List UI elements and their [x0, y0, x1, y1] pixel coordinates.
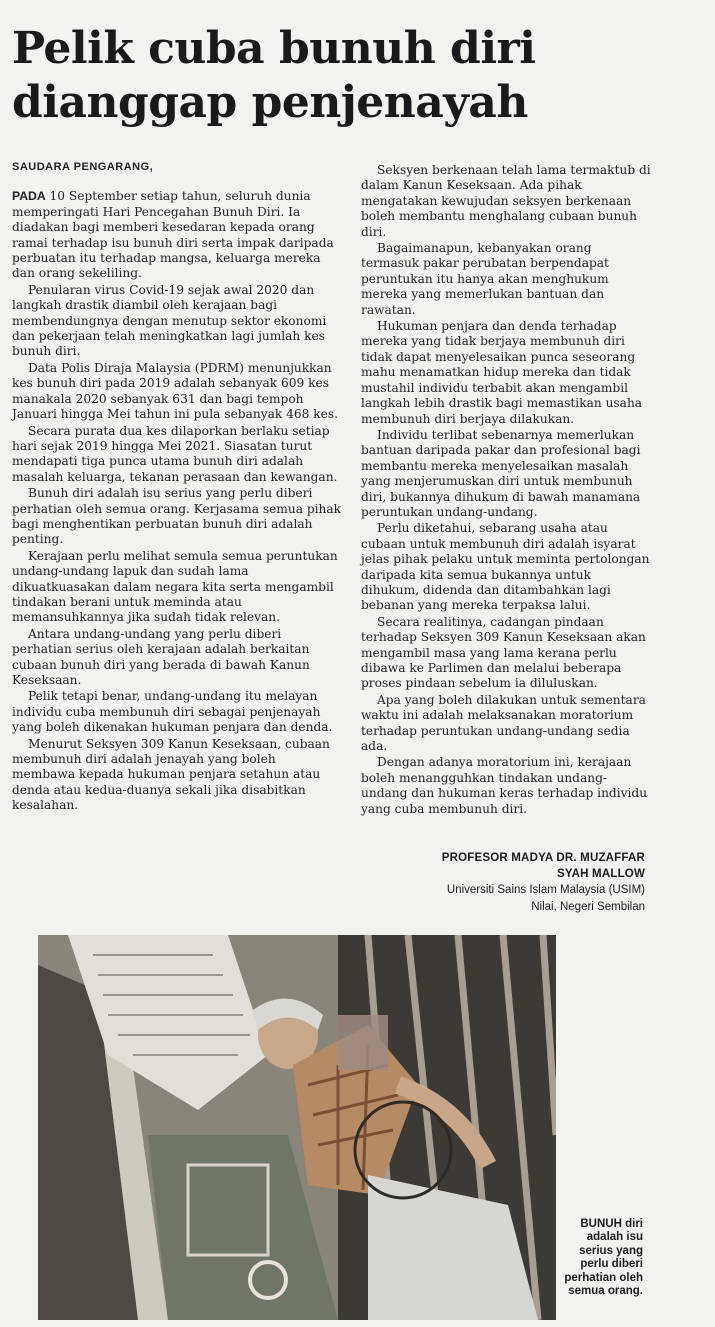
body-paragraph: Antara undang-undang yang perlu diberi perhatian serius oleh kerajaan adalah berkaitan cubaan bunuh diri yang berada di bawah Kanun Keseksaan.	[12, 626, 310, 687]
author-name-line-2: SYAH MALLOW	[556, 868, 645, 880]
body-paragraph: Bunuh diri adalah isu serius yang perlu diberi perhatian oleh semua orang. Kerjasama semua pihak bagi menghentikan perbuatan bunuh diri adalah penting.	[12, 486, 342, 547]
headline	[12, 22, 702, 130]
body-paragraph: Menurut Seksyen 309 Kanun Keseksaan, cubaan membunuh diri adalah jenayah yang boleh membawa kepada hukuman penjara setahun atau denda atau kedua-duanya sekali jika disabitkan kesalahan.	[12, 736, 330, 813]
body-paragraph: Seksyen berkenaan telah lama termaktub di dalam Kanun Keseksaan. Ada pihak mengatakan kewujudan seksyen berkenaan boleh membantu menghalang cubaan bunuh diri.	[361, 163, 651, 239]
body-paragraph: Secara purata dua kes dilaporkan berlaku setiap hari sejak 2019 hingga Mei 2021. Siasatan turut mendapati tiga punca utama bunuh diri adalah masalah keluarga, tekanan perasaan dan kewangan.	[12, 423, 338, 484]
caption-lead: BUNUH	[580, 1218, 622, 1230]
body-paragraph: Penularan virus Covid-19 sejak awal 2020 dan langkah drastik diambil oleh kerajaan bagi membendungnya dengan menutup sektor ekonomi dan pekerjaan telah meningkatkan lagi jumlah kes bunuh diri.	[12, 282, 327, 359]
photo-caption	[563, 1218, 643, 1298]
left-column	[12, 160, 342, 815]
caption-text: diri adalah isu serius yang perlu diberi perhatian oleh semua orang.	[564, 1218, 643, 1298]
author-name-line-1: PROFESOR MADYA DR. MUZAFFAR	[441, 852, 645, 864]
lead-word: PADA	[12, 189, 46, 204]
right-column	[361, 163, 651, 818]
body-paragraph: Dengan adanya moratorium ini, kerajaan boleh menangguhkan tindakan undang-undang dan hukuman keras terhadap individu yang cuba membunuh diri.	[361, 755, 648, 816]
blurred-face	[338, 1015, 388, 1070]
byline	[400, 850, 645, 916]
author-location: Nilai, Negeri Sembilan	[531, 901, 645, 913]
body-paragraph: Pelik tetapi benar, undang-undang itu melayan individu cuba membunuh diri sebagai penjenayah yang boleh dikenakan hukuman penjara dan denda.	[12, 689, 333, 735]
body-paragraph: Apa yang boleh dilakukan untuk sementara waktu ini adalah melaksanakan moratorium terhadap peruntukan undang-undang sedia ada.	[361, 692, 646, 754]
first-paragraph	[12, 189, 342, 281]
author-institution: Universiti Sains Islam Malaysia (USIM)	[446, 884, 645, 896]
body-paragraph: Bagaimanapun, kebanyakan orang termasuk pakar perubatan berpendapat peruntukan itu hanya akan menghukum mereka yang memerlukan bantuan dan rawatan.	[361, 241, 609, 317]
news-photo-illustration	[38, 935, 556, 1320]
body-paragraph: Hukuman penjara dan denda terhadap mereka yang tidak berjaya membunuh diri tidak dapat menyelesaikan punca seseorang mahu menamatkan hidup mereka dan tidak mustahil individu terbabit akan mengambil langkah lebih drastik bagi memastikan usaha membunuh diri berjaya dilakukan.	[361, 319, 643, 426]
body-paragraph: Perlu diketahui, sebarang usaha atau cubaan untuk membunuh diri adalah isyarat jelas pihak pelaku untuk meminta pertolongan daripada kita semua bukannya untuk dihukum, didenda dan ditambahkan lagi bebanan yang mereka terpaksa lalui.	[361, 521, 650, 613]
body-paragraph: Secara realitinya, cadangan pindaan terhadap Seksyen 309 Kanun Keseksaan akan mengambil masa yang lama kerana perlu dibawa ke Parlimen dan melalui beberapa proses pindaan sebelum ia diluluskan.	[361, 614, 646, 691]
salutation: SAUDARA PENGARANG,	[12, 161, 154, 173]
body-paragraph: Kerajaan perlu melihat semula semua peruntukan undang-undang lapuk dan sudah lama dikuatkuasakan dalam negara kita serta mengambil tindakan berani untuk meminda atau memansuhkannya jika sudah tidak relevan.	[12, 548, 338, 625]
body-paragraph: Data Polis Diraja Malaysia (PDRM) menunjukkan kes bunuh diri pada 2019 adalah sebanyak 609 kes manakala 2020 sebanyak 631 dan bagi tempoh Januari hingga Mei tahun ini pula sebanyak 468 kes.	[12, 360, 338, 422]
headline-line-2: dianggap penjenayah	[12, 77, 528, 128]
news-photo	[38, 935, 556, 1320]
headline-line-1: Pelik cuba bunuh diri	[12, 23, 536, 74]
body-paragraph: Individu terlibat sebenarnya memerlukan bantuan daripada pakar dan profesional bagi membantu mereka menyelesaikan masalah yang menjerumuskan diri untuk membunuh diri, bukannya dihukum di bawah manamana peruntukan undang-undang.	[361, 427, 641, 519]
first-paragraph-text: 10 September setiap tahun, seluruh dunia memperingati Hari Pencegahan Bunuh Diri. Ia diadakan bagi memberi kesedaran kepada orang ramai terhadap isu bunuh diri serta impak daripada perbuatan itu terhadap mangsa, keluarga mereka dan orang sekeliling.	[12, 189, 334, 281]
